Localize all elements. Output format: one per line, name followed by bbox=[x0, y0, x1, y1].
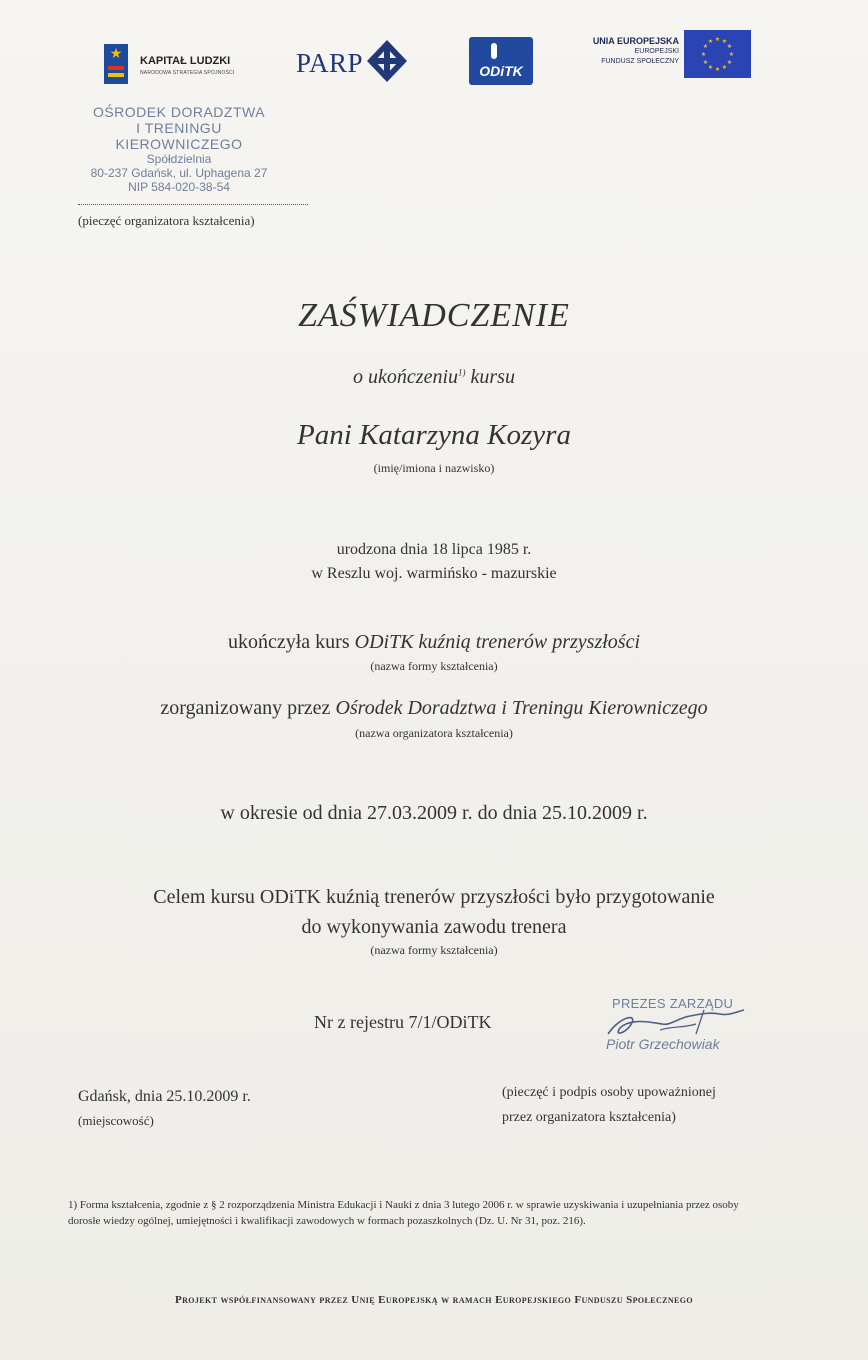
signature-caption-line-1: (pieczęć i podpis osoby upoważnionej bbox=[502, 1085, 716, 1100]
goal-line-1: Celem kursu ODiTK kuźnią trenerów przyszłości było przygotowanie bbox=[153, 886, 715, 908]
place-caption: (miejscowość) bbox=[78, 1113, 154, 1128]
svg-text:★: ★ bbox=[707, 64, 714, 71]
svg-text:★: ★ bbox=[702, 43, 709, 50]
eu-line-3: FUNDUSZ SPOŁECZNY bbox=[601, 58, 679, 65]
signature-stamp-title: PREZES ZARZĄDU bbox=[612, 996, 734, 1011]
subtitle-pre: o ukończeniu bbox=[353, 366, 459, 388]
svg-text:★: ★ bbox=[726, 43, 733, 50]
eu-line-1: UNIA EUROPEJSKA bbox=[592, 36, 679, 46]
stamp-caption: (pieczęć organizatora kształcenia) bbox=[78, 213, 255, 228]
parp-arrows-icon bbox=[367, 40, 407, 82]
course-line bbox=[0, 631, 868, 654]
birth-date-line: urodzona dnia 18 lipca 1985 r. bbox=[336, 541, 532, 558]
stamp-line-3: Spółdzielnia bbox=[146, 152, 212, 166]
course-prefix: ukończyła kurs bbox=[227, 631, 355, 653]
kapital-ludzki-emblem-icon: ★ bbox=[104, 44, 128, 84]
person-name: Pani Katarzyna Kozyra bbox=[297, 419, 571, 451]
stamp-line-4: 80-237 Gdańsk, ul. Uphagena 27 bbox=[90, 166, 268, 180]
organizer-caption: (nazwa organizatora kształcenia) bbox=[355, 726, 513, 740]
footnote: 1) Forma kształcenia, zgodnie z § 2 rozporządzenia Ministra Edukacji i Nauki z dnia 3 lutego 2006 r. w sprawie uzyskiwania i uzupełniania przez osoby dorosłe wiedzy ogólnej, umiejętności i kwalifikacji zawodowych w formach pozaszkolnych (Dz. U. Nr 31, poz. 216). bbox=[68, 1199, 739, 1227]
svg-text:★: ★ bbox=[728, 51, 735, 58]
eu-flag-icon bbox=[684, 30, 751, 78]
kapital-ludzki-name: KAPITAŁ LUDZKI bbox=[140, 55, 231, 67]
course-name: ODiTK kuźnią trenerów przyszłości bbox=[354, 631, 641, 653]
subtitle-post: kursu bbox=[465, 366, 515, 388]
place-date: Gdańsk, dnia 25.10.2009 r. bbox=[78, 1088, 251, 1105]
course-caption: (nazwa formy kształcenia) bbox=[370, 659, 498, 673]
svg-text:★: ★ bbox=[714, 66, 721, 73]
project-funding-note: Projekt współfinansowany przez Unię Europejską w ramach Europejskiego Funduszu Społecznego bbox=[174, 1294, 694, 1306]
kapital-ludzki-tagline: NARODOWA STRATEGIA SPÓJNOŚCI bbox=[140, 70, 235, 76]
certificate-subtitle bbox=[0, 366, 868, 389]
eu-logo bbox=[587, 30, 751, 80]
eu-line-2: EUROPEJSKI bbox=[634, 48, 679, 55]
organizer-line bbox=[0, 697, 868, 720]
svg-text:★: ★ bbox=[700, 51, 707, 58]
svg-text:★: ★ bbox=[707, 38, 714, 45]
svg-text:★: ★ bbox=[726, 59, 733, 66]
organizer-name: Ośrodek Doradztwa i Treningu Kierowniczego bbox=[335, 697, 708, 719]
signature-caption-line-2: przez organizatora kształcenia) bbox=[502, 1110, 676, 1125]
goal-line-2: do wykonywania zawodu trenera bbox=[301, 916, 567, 938]
stamp-dotted-line bbox=[78, 204, 308, 205]
parp-name: PARP bbox=[296, 48, 364, 78]
footnote-marker: 1) bbox=[458, 367, 466, 378]
oditk-figure-icon bbox=[491, 43, 497, 59]
organizer-prefix: zorganizowany przez bbox=[160, 697, 336, 719]
oditk-name: ODiTK bbox=[479, 63, 523, 79]
registry-number: Nr z rejestru 7/1/ODiTK bbox=[314, 1012, 492, 1032]
birth-place-line: w Reszlu woj. warmińsko - mazurskie bbox=[311, 565, 557, 582]
oditk-logo bbox=[469, 37, 533, 85]
svg-text:★: ★ bbox=[721, 38, 728, 45]
svg-text:★: ★ bbox=[721, 64, 728, 71]
stamp-line-5: NIP 584-020-38-54 bbox=[128, 180, 230, 194]
certificate-title: ZAŚWIADCZENIE bbox=[298, 297, 570, 334]
svg-text:★: ★ bbox=[702, 59, 709, 66]
goal-caption: (nazwa formy kształcenia) bbox=[370, 943, 498, 957]
stamp-line-1: OŚRODEK DORADZTWA bbox=[92, 104, 266, 120]
person-caption: (imię/imiona i nazwisko) bbox=[373, 461, 495, 475]
stamp-line-2: I TRENINGU KIEROWNICZEGO bbox=[115, 120, 243, 152]
period-line: w okresie od dnia 27.03.2009 r. do dnia 25.10.2009 r. bbox=[220, 802, 648, 824]
signatory-name: Piotr Grzechowiak bbox=[606, 1036, 720, 1052]
svg-text:★: ★ bbox=[714, 36, 721, 43]
kapital-ludzki-logo bbox=[104, 44, 254, 86]
organizer-stamp bbox=[74, 104, 284, 194]
